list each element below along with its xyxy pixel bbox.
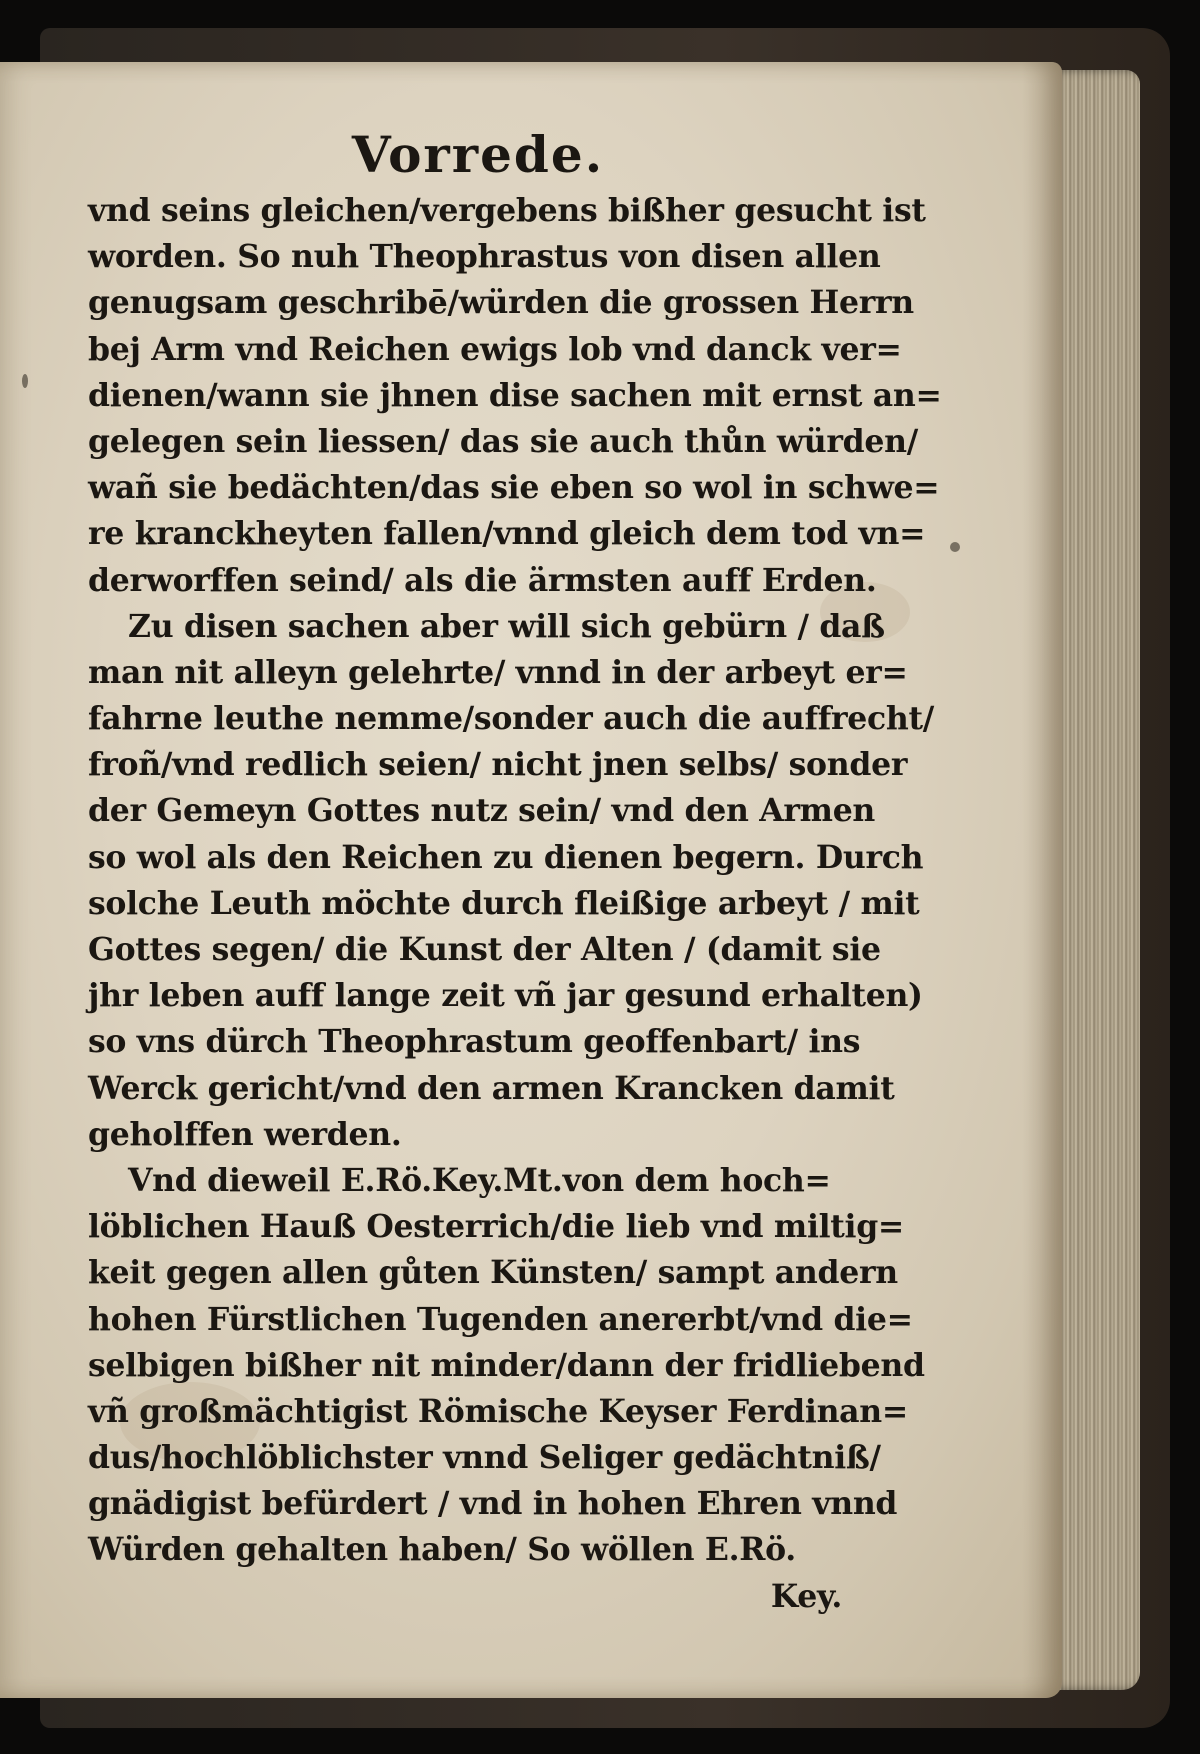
text-line: vnd seins gleichen/vergebens bißher gesucht ist: [88, 192, 926, 229]
text-line: Würden gehalten haben/ So wöllen E.Rö.: [88, 1531, 796, 1569]
text-line: dienen/wann sie jhnen dise sachen mit ernst an=: [88, 376, 942, 414]
text-line: Zu disen sachen aber will sich gebürn / daß: [128, 607, 885, 645]
text-line: Gottes segen/ die Kunst der Alten / (damit sie: [88, 931, 881, 968]
text-line: gelegen sein liessen/ das sie auch thůn würden/: [88, 422, 918, 460]
ink-speck: [22, 374, 28, 388]
text-line: selbigen bißher nit minder/dann der fridliebend: [88, 1346, 925, 1384]
running-head: Vorrede.: [351, 125, 605, 184]
ink-speck: [950, 542, 960, 552]
text-line: genugsam geschribē/würden die grossen Herrn: [88, 284, 914, 322]
text-line: worden. So nuh Theophrastus von disen allen: [88, 238, 881, 276]
text-line: jhr leben auff lange zeit vñ jar gesund erhalten): [88, 977, 923, 1015]
text-line: so vns dürch Theophrastum geoffenbart/ ins: [88, 1023, 861, 1061]
text-line: hohen Fürstlichen Tugenden anererbt/vnd die=: [88, 1300, 913, 1338]
text-block: [88, 122, 942, 1620]
text-line: geholffen werden.: [88, 1115, 402, 1153]
text-line: froñ/vnd redlich seien/ nicht jnen selbs/ sonder: [88, 746, 908, 784]
text-line: derworffen seind/ als die ärmsten auff Erden.: [88, 561, 877, 599]
text-line: bej Arm vnd Reichen ewigs lob vnd danck ver=: [88, 330, 902, 368]
text-line: so wol als den Reichen zu dienen begern. Durch: [88, 838, 924, 876]
text-line: solche Leuth möchte durch fleißige arbeyt / mit: [88, 884, 920, 922]
text-line: man nit alleyn gelehrte/ vnnd in der arbeyt er=: [88, 653, 908, 691]
catchword: Key.: [770, 1577, 842, 1615]
text-line: der Gemeyn Gottes nutz sein/ vnd den Armen: [88, 792, 876, 830]
text-line: Werck gericht/vnd den armen Krancken damit: [88, 1069, 895, 1107]
text-line: gnädigist befürdert / vnd in hohen Ehren vnnd: [88, 1485, 898, 1523]
text-line: fahrne leuthe nemme/sonder auch die auffrecht/: [88, 700, 934, 738]
text-line: wañ sie bedächten/das sie eben so wol in schwe=: [88, 469, 940, 507]
text-line: Vnd dieweil E.Rö.Key.Mt.von dem hoch=: [128, 1161, 831, 1199]
text-line: dus/hochlöblichster vnnd Seliger gedächtniß/: [88, 1439, 881, 1477]
text-line: vñ großmächtigist Römische Keyser Ferdinan=: [88, 1392, 908, 1430]
text-line: löblichen Hauß Oesterrich/die lieb vnd miltig=: [88, 1208, 905, 1246]
text-line: re kranckheyten fallen/vnnd gleich dem tod vn=: [88, 515, 926, 553]
page: [0, 62, 1062, 1698]
text-line: keit gegen allen gůten Künsten/ sampt andern: [88, 1254, 898, 1292]
